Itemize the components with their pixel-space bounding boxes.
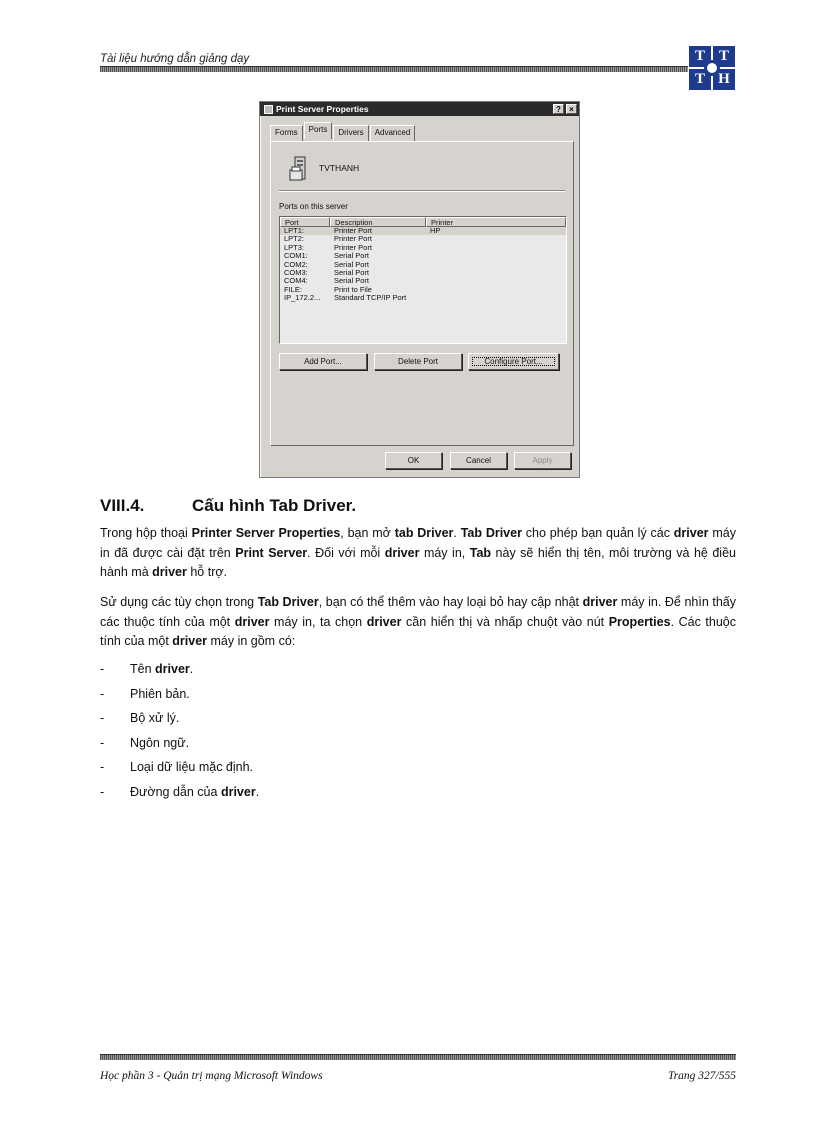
cell-port: COM4: bbox=[284, 277, 308, 286]
bold-term: driver bbox=[366, 614, 402, 629]
page-header-title: Tài liệu hướng dẫn giảng dạy bbox=[100, 53, 250, 65]
bold-term: driver bbox=[582, 595, 618, 609]
list-item-text bbox=[130, 662, 193, 687]
tab-drivers[interactable]: Drivers bbox=[333, 125, 368, 142]
bullet-marker: - bbox=[100, 735, 105, 750]
table-row[interactable] bbox=[280, 235, 566, 243]
list-item-text bbox=[130, 736, 189, 761]
bold-term: Tab Driver bbox=[257, 595, 319, 609]
text-run: hỗ trợ. bbox=[186, 565, 228, 579]
bold-term: driver bbox=[673, 526, 709, 540]
property-list bbox=[100, 662, 259, 809]
ports-label: Ports on this server bbox=[279, 202, 348, 211]
logo-letter: T bbox=[688, 68, 712, 91]
column-header-port[interactable]: Port bbox=[280, 217, 330, 227]
bold-term: driver bbox=[384, 545, 420, 560]
cell-description: Printer Port bbox=[334, 227, 372, 235]
table-row[interactable] bbox=[280, 277, 566, 285]
bullet-marker: - bbox=[100, 784, 105, 799]
tab-bar bbox=[270, 125, 416, 142]
cell-printer bbox=[426, 261, 566, 269]
text-run: máy in. Để nhìn thấy các thuộc tính của một bbox=[100, 595, 736, 629]
text-run: . Các thuộc tính của một bbox=[100, 614, 736, 648]
table-row[interactable] bbox=[280, 294, 566, 302]
cell-port: COM2: bbox=[284, 260, 308, 269]
ok-button[interactable]: OK bbox=[385, 452, 442, 469]
list-item bbox=[100, 760, 259, 785]
cell-description: Print to File bbox=[334, 285, 372, 294]
cell-printer bbox=[426, 294, 566, 302]
cell-port: IP_172.2... bbox=[284, 294, 321, 303]
cell-printer bbox=[426, 277, 566, 285]
cell-printer bbox=[426, 235, 566, 243]
cell-printer bbox=[426, 269, 566, 277]
header-rule bbox=[100, 66, 688, 72]
tab-advanced[interactable]: Advanced bbox=[370, 125, 416, 142]
text-run: Phiên bản. bbox=[130, 686, 190, 701]
logo-letter: H bbox=[712, 68, 736, 91]
cell-description: Serial Port bbox=[334, 277, 370, 286]
cell-port: FILE: bbox=[284, 285, 302, 294]
footer-rule bbox=[100, 1054, 736, 1060]
text-run: . Đối với mỗi bbox=[307, 545, 385, 560]
paragraph-2 bbox=[100, 593, 736, 652]
footer-page-number: Trang 327/555 bbox=[667, 1070, 736, 1082]
tab-forms[interactable]: Forms bbox=[270, 125, 303, 142]
bullet-marker: - bbox=[100, 662, 105, 676]
text-run: cần hiển thị và nhấp chuột vào nút bbox=[401, 614, 609, 629]
bold-term: Printer Server Properties bbox=[191, 526, 341, 540]
bold-term: Tab Driver bbox=[460, 526, 522, 540]
cell-printer bbox=[426, 244, 566, 252]
text-run: máy in, bbox=[419, 545, 470, 560]
list-item-text bbox=[130, 711, 179, 736]
column-header-description[interactable]: Description bbox=[330, 217, 426, 227]
list-item bbox=[100, 662, 259, 687]
cancel-button[interactable]: Cancel bbox=[450, 452, 507, 469]
table-row[interactable] bbox=[280, 286, 566, 294]
bullet-marker: - bbox=[100, 760, 105, 774]
logo-hub bbox=[704, 60, 720, 76]
server-name: TVTHANH bbox=[319, 163, 360, 173]
bold-term: driver bbox=[220, 784, 256, 799]
logo-letter: T bbox=[712, 45, 736, 68]
cell-description: Printer Port bbox=[334, 243, 372, 252]
bold-term: driver bbox=[155, 662, 190, 676]
column-header-printer[interactable]: Printer bbox=[426, 217, 566, 227]
list-item bbox=[100, 711, 259, 736]
text-run: . bbox=[453, 526, 461, 540]
cell-description: Serial Port bbox=[334, 252, 370, 261]
text-run: máy in gồm có: bbox=[207, 634, 296, 648]
cell-printer: HP bbox=[430, 227, 441, 235]
paragraph-1 bbox=[100, 524, 736, 583]
list-item-text bbox=[130, 785, 259, 810]
table-row[interactable] bbox=[280, 269, 566, 277]
cell-port: LPT3: bbox=[284, 243, 305, 252]
bold-term: Print Server bbox=[235, 545, 308, 560]
ports-list-header bbox=[280, 217, 566, 227]
cell-description: Serial Port bbox=[334, 260, 370, 269]
cell-port: LPT2: bbox=[284, 235, 305, 244]
table-row[interactable] bbox=[280, 244, 566, 252]
text-run: , bạn mở bbox=[340, 526, 395, 540]
cell-description: Standard TCP/IP Port bbox=[334, 294, 407, 303]
separator bbox=[279, 190, 565, 192]
table-row[interactable] bbox=[280, 261, 566, 269]
logo bbox=[688, 45, 736, 91]
ports-list[interactable] bbox=[279, 216, 567, 344]
text-run: . bbox=[189, 662, 194, 676]
text-run: Bộ xử lý. bbox=[130, 711, 180, 725]
bold-term: Tab bbox=[469, 545, 492, 560]
bullet-marker: - bbox=[100, 711, 105, 725]
text-run: máy in đã được cài đặt trên bbox=[100, 526, 736, 560]
cell-printer bbox=[426, 252, 566, 260]
text-run: Ngôn ngữ. bbox=[130, 735, 190, 750]
list-item-text bbox=[130, 687, 190, 712]
delete-port-button[interactable]: Delete Port bbox=[374, 353, 462, 370]
list-item bbox=[100, 687, 259, 712]
bold-term: driver bbox=[152, 565, 187, 579]
section-heading bbox=[100, 496, 356, 516]
bold-term: driver bbox=[172, 634, 208, 648]
ports-rows bbox=[280, 227, 566, 303]
bold-term: Properties bbox=[608, 614, 671, 629]
text-run: Đường dẫn của bbox=[130, 784, 221, 799]
logo-letter: T bbox=[688, 45, 712, 68]
cell-port: COM1: bbox=[284, 252, 308, 261]
list-item bbox=[100, 785, 259, 810]
table-row[interactable] bbox=[280, 227, 566, 235]
help-button[interactable]: ? bbox=[553, 104, 564, 114]
text-run: Tên bbox=[130, 662, 156, 676]
cell-port: LPT1: bbox=[284, 227, 305, 235]
text-run: Sử dụng các tùy chọn trong bbox=[100, 595, 258, 609]
list-item bbox=[100, 736, 259, 761]
text-run: này sẽ hiển thị tên, môi trường và hệ điều hành mà bbox=[100, 545, 736, 579]
cell-description: Serial Port bbox=[334, 268, 370, 277]
text-run: Trong hộp thoại bbox=[100, 526, 192, 540]
add-port-button[interactable]: Add Port... bbox=[279, 353, 367, 370]
configure-port-button[interactable]: Configure Port... bbox=[468, 353, 559, 370]
ports-tab-panel bbox=[270, 141, 574, 446]
table-row[interactable] bbox=[280, 252, 566, 260]
text-run: máy in, ta chọn bbox=[269, 614, 367, 629]
dialog-title: Print Server Properties bbox=[276, 104, 369, 114]
text-run: . bbox=[255, 784, 260, 799]
print-server-icon bbox=[289, 156, 311, 182]
bold-term: tab Driver bbox=[394, 526, 454, 540]
cell-printer bbox=[426, 286, 566, 294]
bold-term: driver bbox=[234, 614, 270, 629]
section-number: VIII.4. bbox=[100, 496, 145, 515]
cell-port: COM3: bbox=[284, 268, 308, 277]
tab-ports[interactable]: Ports bbox=[304, 122, 333, 139]
cell-description: Printer Port bbox=[334, 235, 372, 244]
print-server-properties-dialog bbox=[259, 101, 580, 478]
text-run: cho phép bạn quản lý các bbox=[521, 526, 674, 540]
apply-button[interactable]: Apply bbox=[514, 452, 571, 469]
bullet-marker: - bbox=[100, 686, 105, 701]
text-run: Loại dữ liệu mặc định. bbox=[130, 760, 254, 774]
section-title: Cấu hình Tab Driver. bbox=[192, 496, 357, 515]
close-button[interactable]: × bbox=[566, 104, 577, 114]
list-item-text bbox=[130, 760, 253, 785]
dialog-titlebar bbox=[260, 102, 579, 116]
text-run: , bạn có thể thêm vào hay loại bỏ hay cập nhật bbox=[318, 595, 583, 609]
printer-icon bbox=[264, 105, 273, 114]
footer-course: Học phần 3 - Quản trị mạng Microsoft Windows bbox=[100, 1070, 323, 1082]
